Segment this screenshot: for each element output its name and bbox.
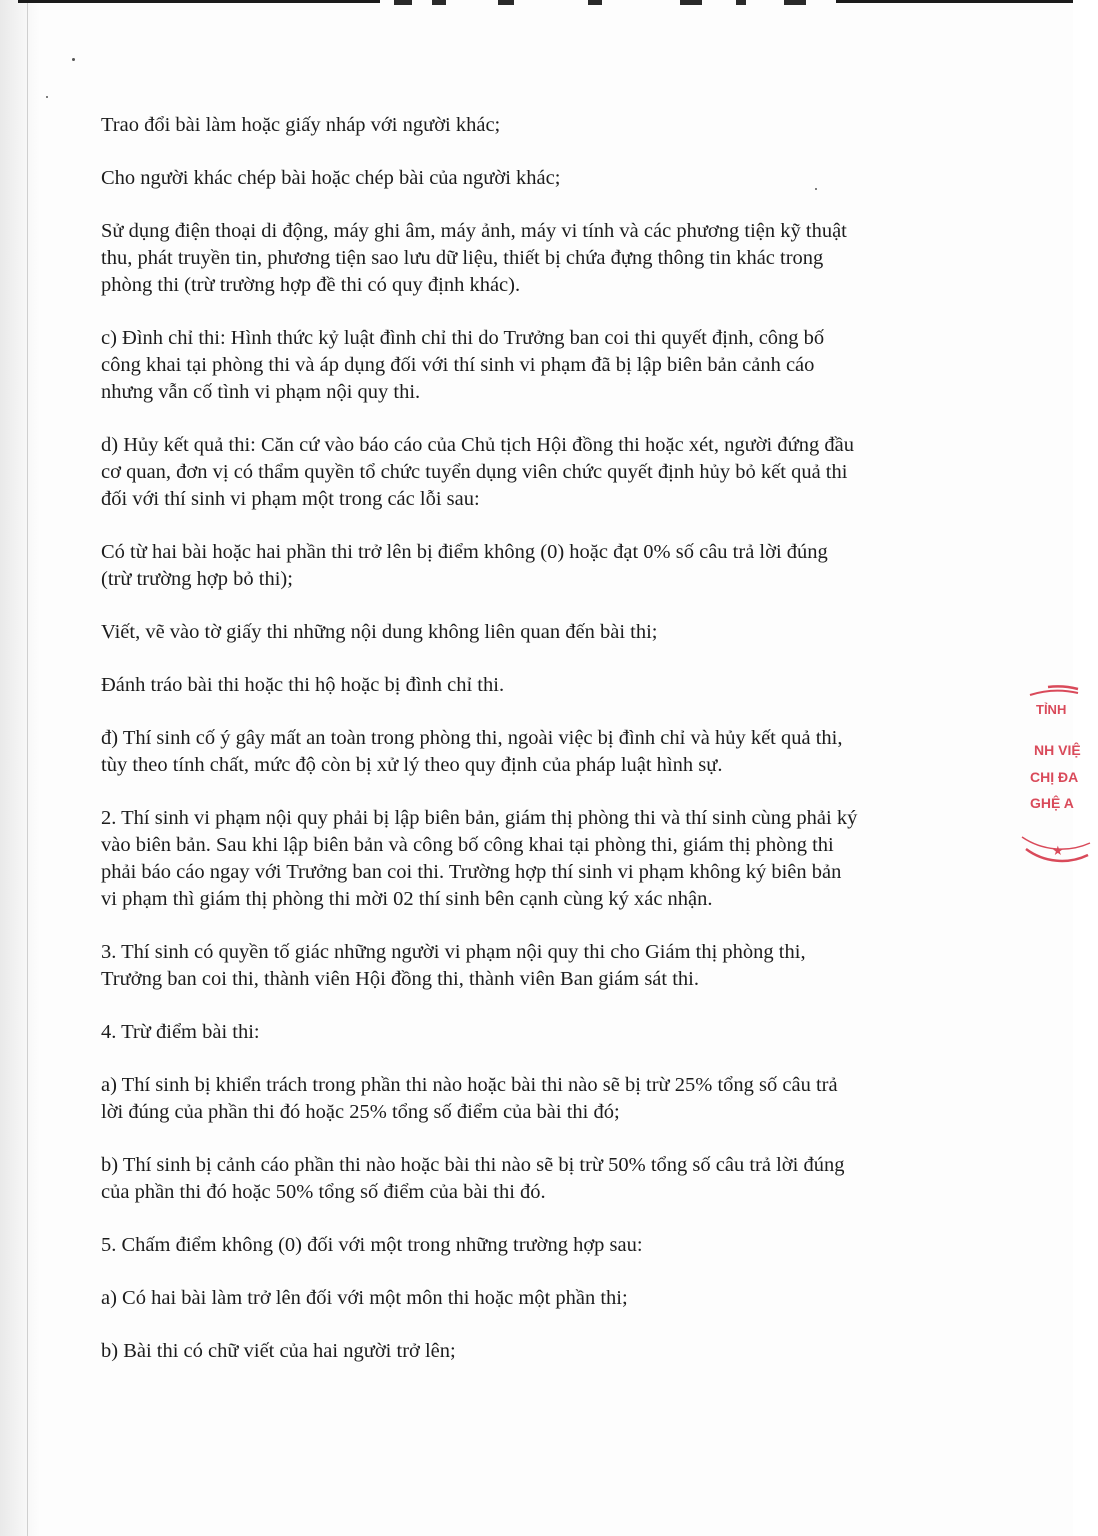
- paragraph: Cho người khác chép bài hoặc chép bài của người khác;: [101, 167, 561, 189]
- paragraph: b) Bài thi có chữ viết của hai người trở lên;: [101, 1340, 456, 1362]
- seal-text-line: NH VIỆ: [1034, 742, 1081, 758]
- page-fold-line: [27, 0, 28, 1536]
- top-border-marks: [380, 0, 836, 6]
- seal-star-icon: ★: [1052, 843, 1064, 858]
- paragraph: 5. Chấm điểm không (0) đối với một trong những trường hợp sau:: [101, 1234, 643, 1256]
- scan-speck: [46, 96, 48, 98]
- seal-text-line: GHỆ A: [1030, 795, 1074, 811]
- red-seal-stamp: [1018, 685, 1098, 865]
- paragraph: b) Thí sinh bị cảnh cáo phần thi nào hoặc bài thi nào sẽ bị trừ 50% tổng số câu trả lời đúng của phần thi đó hoặc 50% tổng số điểm của bài thi đó.: [101, 1154, 845, 1203]
- paragraph: Viết, vẽ vào tờ giấy thi những nội dung không liên quan đến bài thi;: [101, 621, 658, 643]
- document-body: [101, 112, 981, 1391]
- scan-speck: [72, 58, 75, 61]
- paragraph: Trao đổi bài làm hoặc giấy nháp với người khác;: [101, 114, 501, 136]
- paragraph: d) Hủy kết quả thi: Căn cứ vào báo cáo của Chủ tịch Hội đồng thi hoặc xét, người đứng đầu cơ quan, đơn vị có thẩm quyền tổ chức tuyển dụng viên chức quyết định hủy bỏ kết quả thi đối với thí sinh vi phạm một trong các lỗi sau:: [101, 434, 854, 510]
- paragraph: đ) Thí sinh cố ý gây mất an toàn trong phòng thi, ngoài việc bị đình chỉ và hủy kết quả thi, tùy theo tính chất, mức độ còn bị xử lý theo quy định của pháp luật hình sự.: [101, 727, 843, 776]
- page-edge-shadow: [0, 0, 40, 1536]
- paragraph: 4. Trừ điểm bài thi:: [101, 1021, 260, 1043]
- paragraph: a) Có hai bài làm trở lên đối với một môn thi hoặc một phần thi;: [101, 1287, 628, 1309]
- paragraph: c) Đình chỉ thi: Hình thức kỷ luật đình chỉ thi do Trưởng ban coi thi quyết định, công bố công khai tại phòng thi và áp dụng đối với thí sinh vi phạm đã bị lập biên bản cảnh cáo nhưng vẫn cố tình vi phạm nội quy thi.: [101, 327, 825, 403]
- paragraph: 3. Thí sinh có quyền tố giác những người vi phạm nội quy thi cho Giám thị phòng thi, Trưởng ban coi thi, thành viên Hội đồng thi, thành viên Ban giám sát thi.: [101, 941, 806, 990]
- paragraph: Có từ hai bài hoặc hai phần thi trở lên bị điểm không (0) hoặc đạt 0% số câu trả lời đúng (trừ trường hợp bỏ thi);: [101, 541, 828, 590]
- seal-text-line: CHỊ ĐA: [1030, 769, 1079, 785]
- paragraph: Đánh tráo bài thi hoặc thi hộ hoặc bị đình chỉ thi.: [101, 674, 505, 696]
- top-border-left: [18, 0, 380, 3]
- paragraph: 2. Thí sinh vi phạm nội quy phải bị lập biên bản, giám thị phòng thi và thí sinh cùng phải ký vào biên bản. Sau khi lập biên bản và công bố công khai tại phòng thi, giám thị phòng thi phải báo cáo ngay với Trưởng ban coi thi. Trường hợp thí sinh vi phạm không ký biên bản vi phạm thì giám thị phòng thi mời 02 thí sinh bên cạnh cùng ký xác nhận.: [101, 807, 858, 910]
- seal-text-line: TỈNH: [1036, 702, 1067, 717]
- paragraph: a) Thí sinh bị khiển trách trong phần thi nào hoặc bài thi nào sẽ bị trừ 25% tổng số câu trả lời đúng của phần thi đó hoặc 25% tổng số điểm của bài thi đó;: [101, 1074, 838, 1123]
- paragraph: Sử dụng điện thoại di động, máy ghi âm, máy ảnh, máy vi tính và các phương tiện kỹ thuật thu, phát truyền tin, phương tiện sao lưu dữ liệu, thiết bị chứa đựng thông tin khác trong phòng thi (trừ trường hợp đề thi có quy định khác).: [101, 220, 847, 296]
- top-border-right: [836, 0, 1073, 3]
